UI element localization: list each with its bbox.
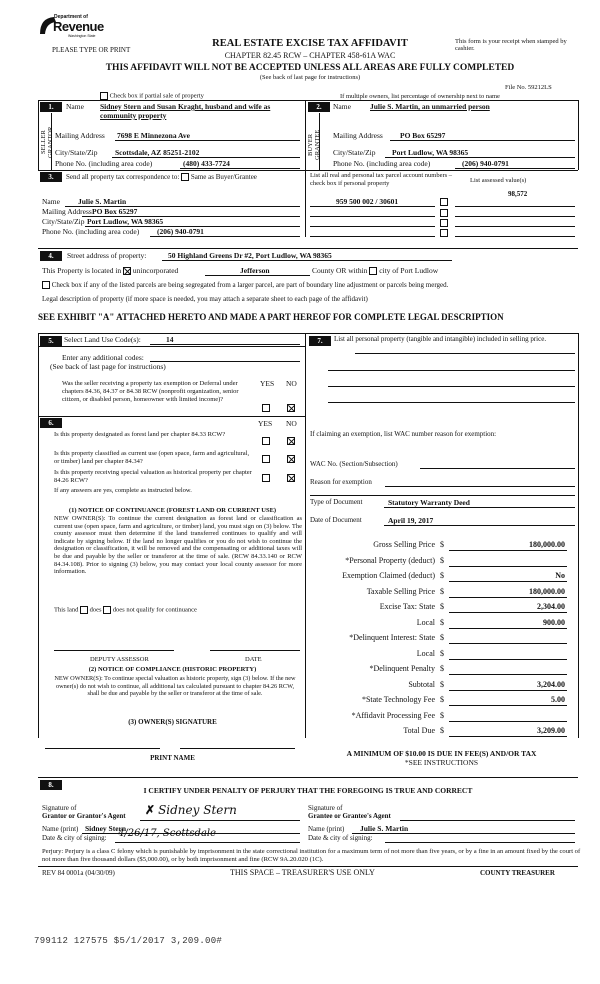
currency-sign: $ [440,571,444,580]
yes-header-5: YES [260,379,275,388]
s3-city-value[interactable]: Port Ludlow, WA 98365 [87,217,164,226]
s2-name-label: Name [333,102,351,111]
warning: THIS AFFIDAVIT WILL NOT BE ACCEPTED UNLESS ALL AREAS ARE FULLY COMPLETED [105,63,515,73]
currency-sign: $ [440,602,444,611]
section-4-number: 4. [40,251,62,261]
department-logo [38,12,108,42]
treasurer-space: THIS SPACE – TREASURER'S USE ONLY [230,868,375,877]
current-use-yes-checkbox[interactable] [262,455,270,463]
minimum-fee-note: A MINIMUM OF $10.00 IS DUE IN FEE(S) AND/OR TAX [346,749,537,758]
current-use-no-checkbox[interactable] [287,455,295,463]
same-as-buyer-checkbox[interactable] [181,173,189,181]
s1-phone-label: Phone No. (including area code) [55,159,153,168]
certify-statement: I CERTIFY UNDER PENALTY OF PERJURY THAT THE FOREGOING IS TRUE AND CORRECT [143,786,473,795]
unincorporated-checkbox[interactable] [123,267,131,275]
assessed-label: List assessed value(s) [470,177,527,184]
parcel-2-personal-checkbox[interactable] [440,209,448,217]
financial-value[interactable]: 180,000.00 [529,540,565,549]
grantee-date-city-label: Date & city of signing: [308,834,373,842]
grantor-agent-label: Grantor or Grantor's Agent [42,812,126,820]
see-back-5: (See back of last page for instructions) [50,362,166,371]
current-use-question: Is this property classified as current use (open space, farm and agricultural, or timber) land per chapter 84.34? [54,450,250,465]
s1-name-label: Name [66,102,84,111]
yes-header-6: YES [258,419,273,428]
financial-label: Taxable Selling Price [366,587,435,596]
treasurer-stamp: 799112 127575 $5/1/2017 3,209.00# [34,936,223,946]
grantor-date-city-label: Date & city of signing: [42,834,107,842]
parcel-number[interactable]: 959 500 002 / 30601 [336,197,399,206]
form-chapter: CHAPTER 82.45 RCW – CHAPTER 458-61A WAC [224,51,396,60]
logo-dept: Department of [54,14,88,20]
no-header-6: NO [286,419,297,428]
doc-type-value[interactable]: Statutory Warranty Deed [388,498,470,507]
section-7-number: 7. [309,336,331,346]
notice-continuance-text: NEW OWNER(S): To continue the current designation as forest land or classification as current use (open space, farm and agriculture, or timber) land, you must sign on (3) below. The county assessor must then determine if the land transferred continues to qualify and will indicate by signing below. If the land no longer qualifies or you do not wish to continue the designation or classification, it will be removed and the compensating or additional taxes will be due and payable by the seller or transferor at the time of sale. (RCW 84.33.140 or RCW 84.34.108). Prior to signing (3) below, you may contact your local county assessor for more information. [54,515,302,576]
s3-phone-value[interactable]: (206) 940-0791 [157,227,204,236]
financial-value[interactable]: 180,000.00 [529,587,565,596]
financial-value[interactable]: 3,204.00 [537,680,565,689]
doc-type-label: Type of Document [310,498,363,506]
financial-label: *Affidavit Processing Fee [351,711,435,720]
multiple-owners-note: If multiple owners, list percentage of ownership next to name [340,93,500,100]
seller-grantor-label: SELLER GRANTOR [40,126,54,159]
city-checkbox[interactable] [369,267,377,275]
parcel-4-personal-checkbox[interactable] [440,229,448,237]
assessed-value[interactable]: 98,572 [508,190,528,198]
financial-label: Subtotal [408,680,435,689]
financial-label: Total Due [403,726,435,735]
notice-compliance-title: (2) NOTICE OF COMPLIANCE (HISTORIC PROPERTY) [88,666,257,673]
financial-label: Excise Tax: State [379,602,435,611]
financial-label: Local [416,649,435,658]
s1-city-value[interactable]: Scottsdale, AZ 85251-2102 [115,148,200,157]
financial-label: Local [416,618,435,627]
wac-no-label: WAC No. (Section/Subsection) [310,460,398,468]
date-label: DATE [245,656,262,663]
parcel-1-personal-checkbox[interactable] [440,198,448,206]
financial-value[interactable]: 2,304.00 [537,602,565,611]
exemption-no-checkbox[interactable] [287,404,295,412]
notice-compliance-text: NEW OWNER(S): To continue special valuation as historic property, sign (3) below. If the new owner(s) do not wish to continue, all additional tax calculated pursuant to chapter 84.26 RCW, shall be due and payable by the seller or transferor at the time of sale. [54,675,296,698]
s1-phone-value[interactable]: (480) 433-7724 [183,159,230,168]
s2-city-label: City/State/Zip [333,148,376,157]
currency-sign: $ [440,649,444,658]
grantor-sig-of: Signature of [42,804,77,812]
buyer-grantee-label: BUYER GRANTEE [307,129,321,160]
exhibit-a-note[interactable]: SEE EXHIBIT "A" ATTACHED HERETO AND MADE A PART HEREOF FOR COMPLETE LEGAL DESCRIPTION [38,312,504,322]
historic-no-checkbox[interactable] [287,474,295,482]
partial-sale-checkbox[interactable] [100,92,108,100]
financial-value[interactable]: 3,209.00 [537,726,565,735]
financial-label: *State Technology Fee [361,695,435,704]
currency-sign: $ [440,680,444,689]
currency-sign: $ [440,664,444,673]
forest-land-question: Is this property designated as forest land per chapter 84.33 RCW? [54,431,226,438]
parcel-list-label: List all real and personal tax parcel account numbers – check box if personal property [310,172,453,187]
additional-codes-label: Enter any additional codes: [62,353,144,362]
doc-date-label: Date of Document [310,516,362,524]
file-no: File No. 59212LS [505,84,552,91]
county-or-label: County OR within city of Port Ludlow [312,266,439,275]
s2-mailing-label: Mailing Address [333,131,383,140]
does-qualify-checkbox[interactable] [80,606,88,614]
county-value[interactable]: Jefferson [240,266,270,275]
grantee-agent-label: Grantee or Grantee's Agent [308,812,391,820]
please-type: PLEASE TYPE OR PRINT [52,46,131,54]
financial-label: *Personal Property (deduct) [345,556,435,565]
s2-name-value[interactable]: Julie S. Martin, an unmarried person [370,102,490,111]
street-label: Street address of property: [67,251,147,260]
financial-label: Exemption Claimed (deduct) [342,571,435,580]
section-5-number: 5. [40,336,62,346]
s3-name-label: Name [42,197,60,206]
located-in: This Property is located in unincorporated [42,266,179,275]
forest-yes-checkbox[interactable] [262,437,270,445]
grantor-name-print[interactable]: Sidney Stern [85,824,127,833]
s1-name-value[interactable]: Sidney Stern and Susan Kraght, husband and wife as community property [100,102,271,120]
section-1-number: 1. [40,102,62,112]
county-treasurer-label: COUNTY TREASURER [480,869,555,877]
exemption-wac-label: If claiming an exemption, list WAC number reason for exemption: [310,430,497,438]
currency-sign: $ [440,726,444,735]
personal-property-label: List all personal property (tangible and intangible) included in selling price. [334,335,547,343]
s3-mailing-value[interactable]: PO Box 65297 [92,207,138,216]
send-correspondence: Send all property tax correspondence to: Same as Buyer/Grantee [66,173,257,181]
perjury-note: Perjury: Perjury is a class C felony which is punishable by imprisonment in the state correctional institution for a maximum term of not more than five years, or by a fine in an amount fixed by the court of not more than five thousand dollars ($5,000.00), or by both imprisonment and fine (RCW 9A.20.020 (1C). [42,848,581,863]
section-6-number: 6. [40,418,62,428]
currency-sign: $ [440,633,444,642]
does-not-qualify-checkbox[interactable] [103,606,111,614]
exemption-yes-checkbox[interactable] [262,404,270,412]
historic-question: Is this property receiving special valuation as historical property per chapter 84.26 RCW? [54,469,252,484]
owner-signature-label: (3) OWNER(S) SIGNATURE [128,718,217,726]
see-back: (See back of last page for instructions) [259,74,361,81]
currency-sign: $ [440,618,444,627]
forest-no-checkbox[interactable] [287,437,295,445]
deputy-assessor-label: DEPUTY ASSESSOR [90,656,149,663]
receipt-note: This form is your receipt when stamped by cashier. [455,38,567,52]
logo-name: Revenue [53,19,104,34]
currency-sign: $ [440,711,444,720]
s1-city-label: City/State/Zip [55,148,98,157]
financial-label: Gross Selling Price [373,540,435,549]
land-use-value[interactable]: 14 [166,335,174,344]
grantee-sig-of: Signature of [308,804,343,812]
s2-phone-label: Phone No. (including area code) [333,159,431,168]
financial-value[interactable]: No [555,571,565,580]
exemption-question: Was the seller receiving a property tax exemption or Deferral under chapters 84.36, 84.37 or 84.38 RCW (nonprofit organization, senior citizen, or disabled person, homeowner with limited income)? [62,380,239,403]
partial-sale: Check box if partial sale of property [100,92,204,100]
s1-mailing-value[interactable]: 7698 E Minnezona Ave [117,131,190,140]
s3-mailing-label: Mailing Address [42,207,92,216]
print-name-label: PRINT NAME [150,754,195,762]
parcel-3-personal-checkbox[interactable] [440,219,448,227]
land-use-label: Select Land Use Code(s): [64,335,141,344]
s2-city-value[interactable]: Port Ludlow, WA 98365 [392,148,469,157]
section-8-number: 8. [40,780,62,790]
segregated-checkbox[interactable] [42,281,50,289]
legal-description-label: Legal description of property (if more space is needed, you may attach a separate sheet to each page of the affidavit) [42,295,368,303]
section-2-number: 2. [308,102,330,112]
s3-city-label: City/State/Zip [42,217,85,226]
s2-mailing-value[interactable]: PO Box 65297 [400,131,446,140]
grantee-name-print-label: Name (print) [308,825,345,833]
financial-label: *Delinquent Interest: State [349,633,435,642]
currency-sign: $ [440,556,444,565]
currency-sign: $ [440,540,444,549]
reason-label: Reason for exemption [310,478,372,486]
financial-label: *Delinquent Penalty [369,664,435,673]
street-value[interactable]: 50 Highland Greens Dr #2, Port Ludlow, WA 98365 [168,251,332,260]
section-3-number: 3. [40,172,62,182]
logo-state: Washington State [68,34,96,38]
currency-sign: $ [440,587,444,596]
historic-yes-checkbox[interactable] [262,474,270,482]
s2-phone-value[interactable]: (206) 940-0791 [462,159,509,168]
s3-phone-label: Phone No. (including area code) [42,227,140,236]
financial-value[interactable]: 5.00 [551,695,565,704]
if-yes-note: If any answers are yes, complete as instructed below. [54,487,192,494]
rev-number: REV 84 0001a (04/30/09) [42,869,115,877]
see-instructions: *SEE INSTRUCTIONS [404,758,479,767]
s1-mailing-label: Mailing Address [55,131,105,140]
grantor-signature[interactable]: ✗ Sidney Stern [145,803,237,817]
doc-date-value[interactable]: April 19, 2017 [388,516,434,525]
financial-value[interactable]: 900.00 [543,618,565,627]
s3-name-value[interactable]: Julie S. Martin [78,197,127,206]
notice-continuance-title: (1) NOTICE OF CONTINUANCE (FOREST LAND OR CURRENT USE) [68,507,277,514]
grantee-name-print[interactable]: Julie S. Martin [360,824,409,833]
currency-sign: $ [440,695,444,704]
qualify-line: This land does does not qualify for continuance [54,606,197,614]
grantor-date-city[interactable]: 4/26/17, Scottsdale [118,828,217,839]
segregated-note: Check box if any of the listed parcels are being segregated from a larger parcel, are part of boundary line adjustment or parcels being merged. [42,281,448,289]
form-title: REAL ESTATE EXCISE TAX AFFIDAVIT [212,38,408,49]
no-header-5: NO [286,379,297,388]
grantor-name-print-label: Name (print) [42,825,79,833]
